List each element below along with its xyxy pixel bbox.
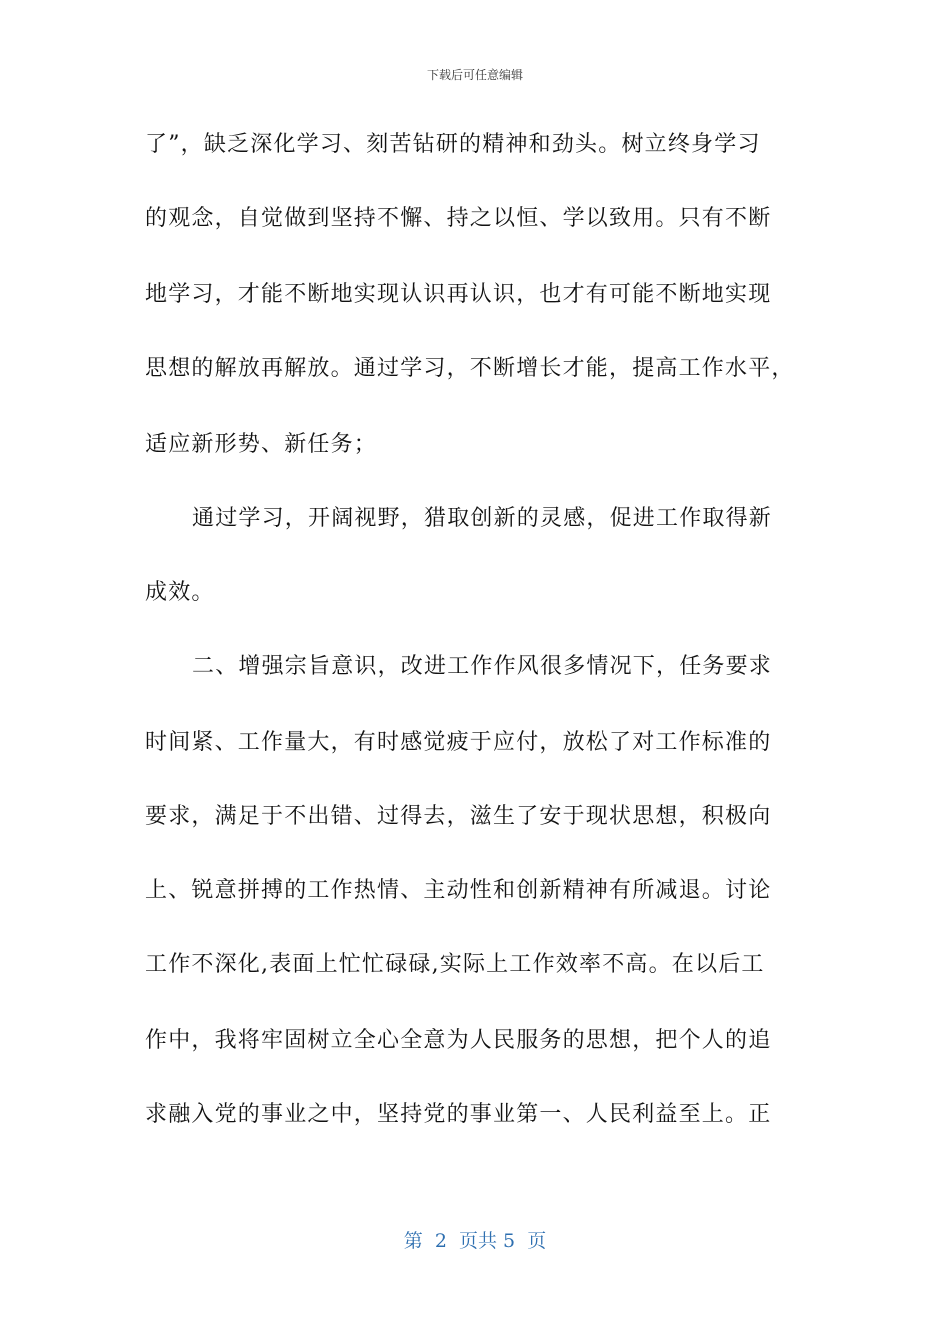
body-line-3: 地学习，才能不断地实现认识再认识，也才有可能不断地实现 (145, 282, 772, 307)
page-header: 下载后可任意编辑 (426, 68, 523, 82)
body-line-12: 工作不深化,表面上忙忙碌碌,实际上工作效率不高。在以后工 (145, 952, 765, 977)
body-line-1: 了”，缺乏深化学习、刻苦钻研的精神和劲头。树立终身学习 (145, 132, 761, 157)
body-line-11: 上、锐意拼搏的工作热情、主动性和创新精神有所减退。讨论 (145, 878, 772, 903)
body-line-8: 二、增强宗旨意识，改进工作作风很多情况下，任务要求 (192, 654, 773, 679)
body-line-5: 适应新形势、新任务； (145, 432, 378, 457)
body-line-13: 作中，我将牢固树立全心全意为人民服务的思想，把个人的追 (145, 1028, 772, 1053)
body-line-4: 思想的解放再解放。通过学习，不断增长才能，提高工作水平， (145, 356, 795, 381)
body-line-10: 要求，满足于不出错、过得去，滋生了安于现状思想，积极向 (145, 804, 772, 829)
body-line-14: 求融入党的事业之中，坚持党的事业第一、人民利益至上。正 (145, 1102, 772, 1127)
page-number-footer: 第 2 页共 5 页 (403, 1230, 547, 1252)
body-line-9: 时间紧、工作量大，有时感觉疲于应付，放松了对工作标准的 (145, 730, 772, 755)
body-line-7: 成效。 (145, 580, 215, 605)
body-line-2: 的观念，自觉做到坚持不懈、持之以恒、学以致用。只有不断 (145, 206, 772, 231)
body-line-6: 通过学习，开阔视野，猎取创新的灵感，促进工作取得新 (192, 506, 773, 531)
